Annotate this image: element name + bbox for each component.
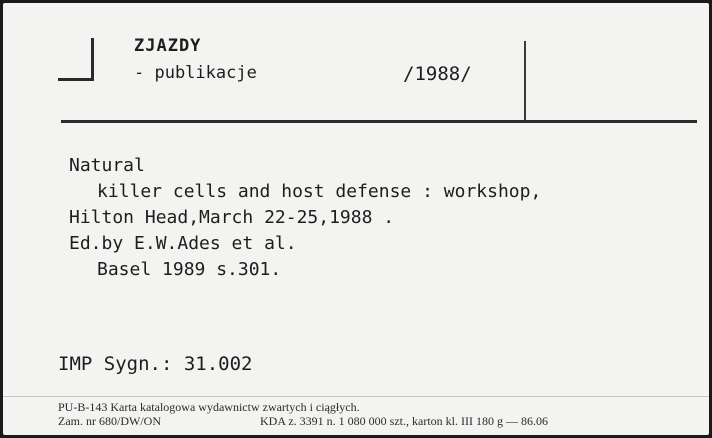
footer-divider — [3, 396, 709, 397]
footer-form-line: PU-B-143 Karta katalogowa wydawnictw zwartych i ciągłych. — [58, 400, 360, 414]
entry-title-line-2: killer cells and host defense : workshop, — [97, 181, 542, 202]
header-divider-vertical — [524, 41, 526, 121]
subject-subheading: - publikacje — [134, 63, 257, 83]
entry-title-line-1: Natural — [69, 155, 145, 176]
entry-imprint-line: Basel 1989 s.301. — [97, 259, 282, 280]
subject-year: /1988/ — [403, 63, 472, 85]
footer-print-run: KDA z. 3391 n. 1 080 000 szt., karton kl. III 180 g — 86.06 — [260, 414, 548, 428]
footer-order-line — [58, 414, 548, 429]
entry-event-line: Hilton Head,March 22-25,1988 . — [69, 207, 395, 228]
corner-mark-horizontal — [58, 78, 94, 81]
footer-order-number: Zam. nr 680/DW/ON — [58, 414, 161, 428]
header-divider-horizontal — [61, 120, 697, 123]
call-number: IMP Sygn.: 31.002 — [58, 353, 253, 375]
entry-editor-line: Ed.by E.W.Ades et al. — [69, 233, 297, 254]
subject-heading: ZJAZDY — [134, 36, 202, 56]
catalog-card — [3, 3, 709, 435]
corner-mark-vertical — [91, 38, 94, 80]
